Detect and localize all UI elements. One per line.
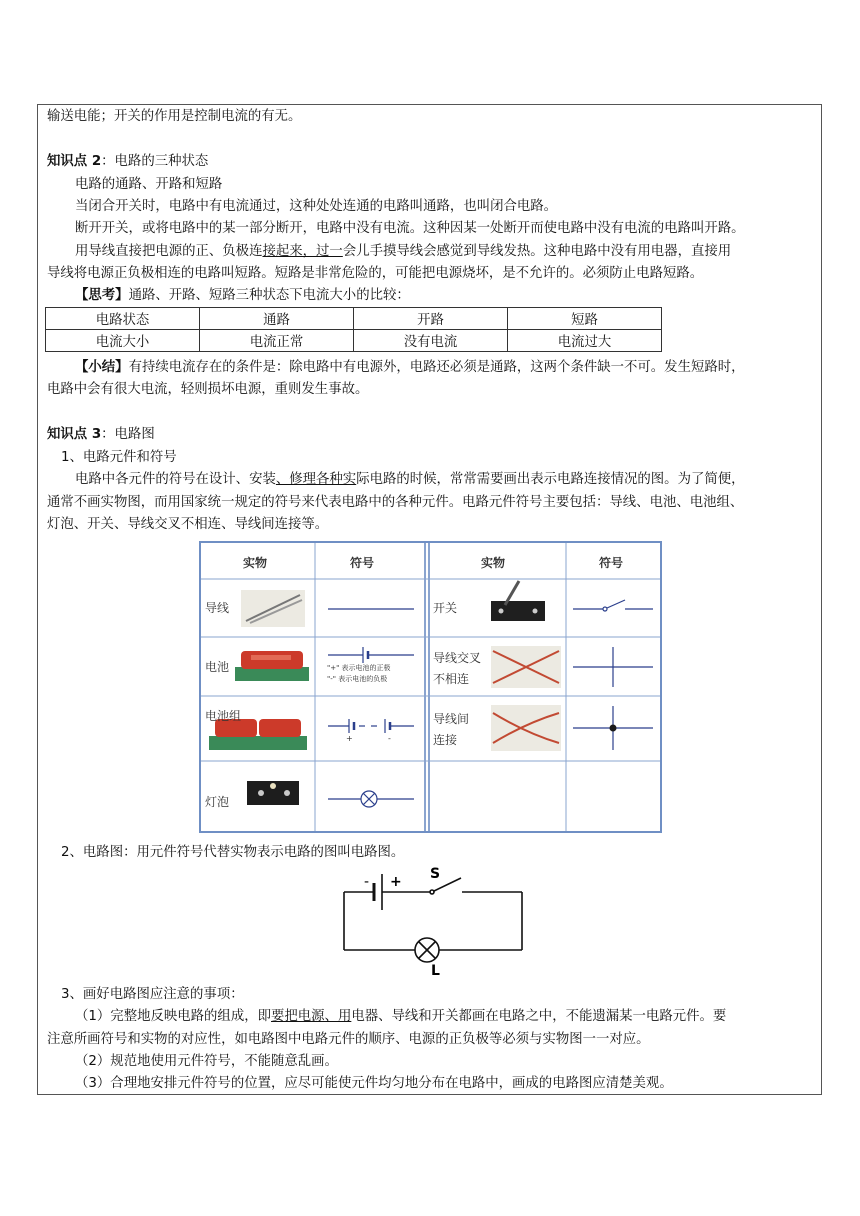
text-line: （2）规范地使用元件符号，不能随意乱画。 bbox=[75, 1054, 338, 1069]
wire-photo bbox=[241, 590, 305, 627]
text-run: 际电路的时候，常常需要画出表示电路连接情况的图。为了简便， bbox=[356, 472, 745, 487]
row-label-connected-2: 连接 bbox=[433, 733, 458, 747]
battery-note-negative: "-" 表示电池的负极 bbox=[327, 675, 388, 683]
kp-title: ：电路图 bbox=[101, 427, 155, 442]
text-line: 注意所画符号和实物的对应性，如电路图中电路元件的顺序、电源的正负极等必须与实物图一一对应。 bbox=[47, 1032, 650, 1047]
component-symbol-table bbox=[199, 541, 662, 833]
text-line: 电路的通路、开路和短路 bbox=[75, 177, 223, 192]
table-cell: 电流过大 bbox=[508, 330, 662, 352]
header-symbol: 符号 bbox=[350, 556, 375, 570]
lamp-photo bbox=[247, 781, 299, 805]
battery-pack-plus: + bbox=[346, 734, 353, 743]
text-line: 通常不画实物图，而用国家统一规定的符号来代表电路中的各种元件。电路元件符号主要包括：导线、电池、电池组、 bbox=[47, 495, 744, 510]
table-cell: 电路状态 bbox=[46, 308, 200, 330]
text-run-underlined: 、修理各种实 bbox=[275, 472, 357, 487]
circuit-diagram bbox=[338, 866, 528, 980]
row-label-lamp: 灯泡 bbox=[205, 795, 230, 809]
text-line: 输送电能；开关的作用是控制电流的有无。 bbox=[47, 109, 302, 124]
text-line bbox=[75, 1008, 726, 1026]
table-row bbox=[46, 330, 662, 352]
summary-text: 有持续电流存在的条件是：除电路中有电源外，电路还必须是通路，这两个条件缺一不可。发生短路时， bbox=[128, 360, 745, 375]
summary-label: 【小结】 bbox=[75, 360, 129, 375]
lamp-label: L bbox=[431, 963, 440, 976]
comparison-table bbox=[45, 307, 662, 352]
row-label-connected-1: 导线间 bbox=[433, 712, 470, 726]
row-label-not-connected: 不相连 bbox=[433, 672, 470, 686]
table-cell: 没有电流 bbox=[354, 330, 508, 352]
battery-photo bbox=[235, 651, 309, 681]
kp-label: 知识点 3 bbox=[47, 427, 102, 442]
kp-label: 知识点 2 bbox=[47, 154, 102, 169]
crossing-not-connected-symbol bbox=[573, 647, 653, 687]
kp-title: ：电路的三种状态 bbox=[101, 154, 209, 169]
think-line bbox=[75, 287, 410, 305]
table-cell: 开路 bbox=[354, 308, 508, 330]
knowledge-point-2-heading bbox=[47, 153, 208, 171]
header-object: 实物 bbox=[481, 556, 506, 570]
table-cell: 电流大小 bbox=[46, 330, 200, 352]
table-cell: 短路 bbox=[508, 308, 662, 330]
knowledge-point-3-heading bbox=[47, 426, 155, 444]
symbol-table-grid bbox=[201, 543, 660, 831]
battery-pack-minus: - bbox=[388, 734, 391, 743]
battery-pack-symbol bbox=[328, 719, 414, 733]
text-line bbox=[75, 471, 745, 489]
section-heading: 3、画好电路图应注意的事项： bbox=[61, 987, 244, 1002]
text-line: 导线将电源正负极相连的电路叫短路。短路是非常危险的，可能把电源烧坏，是不允许的。必须防止电路短路。 bbox=[47, 266, 704, 281]
text-line: 电路中会有很大电流，轻则损坏电源，重则发生事故。 bbox=[47, 382, 369, 397]
circuit-minus: - bbox=[364, 874, 370, 890]
circuit-svg bbox=[338, 866, 528, 976]
row-label-switch: 开关 bbox=[433, 601, 458, 615]
battery-note-positive: "+" 表示电池的正极 bbox=[327, 664, 391, 672]
think-text: 通路、开路、短路三种状态下电流大小的比较： bbox=[128, 288, 410, 303]
switch-symbol bbox=[573, 600, 653, 611]
table-row bbox=[46, 308, 662, 330]
battery-symbol bbox=[328, 647, 414, 663]
text-line: （3）合理地安排元件符号的位置，应尽可能使元件均匀地分布在电路中，画成的电路图应清楚美观。 bbox=[75, 1076, 673, 1091]
switch-label: S bbox=[430, 866, 441, 882]
text-run-underlined: 要把电源、用 bbox=[271, 1009, 352, 1024]
switch-photo bbox=[491, 581, 545, 621]
row-label-wire: 导线 bbox=[205, 601, 230, 615]
circuit-plus: + bbox=[390, 874, 402, 890]
connected-wires-photo bbox=[491, 705, 561, 751]
section-heading: 1、电路元件和符号 bbox=[61, 450, 177, 465]
connected-wires-symbol bbox=[573, 706, 653, 750]
text-run: 用导线直接把电源的正、负极连 bbox=[75, 244, 263, 259]
text-run: 电器、导线和开关都画在电路之中，不能遗漏某一电路元件。要 bbox=[351, 1009, 727, 1024]
table-cell: 电流正常 bbox=[200, 330, 354, 352]
text-run: 电路中各元件的符号在设计、安装 bbox=[75, 472, 276, 487]
text-line: 当闭合开关时，电路中有电流通过，这种处处连通的电路叫通路，也叫闭合电路。 bbox=[75, 199, 558, 214]
text-run: （1）完整地反映电路的组成，即 bbox=[75, 1009, 271, 1024]
row-label-battery-pack: 电池组 bbox=[205, 709, 242, 723]
header-object: 实物 bbox=[243, 556, 268, 570]
row-label-crossing: 导线交叉 bbox=[433, 651, 482, 665]
think-label: 【思考】 bbox=[75, 288, 129, 303]
row-label-battery: 电池 bbox=[205, 660, 230, 674]
text-run-underlined: 接起来，过一 bbox=[262, 244, 343, 259]
text-line: 灯泡、开关、导线交叉不相连、导线间连接等。 bbox=[47, 517, 329, 532]
crossing-wires-photo bbox=[491, 646, 561, 688]
summary-line bbox=[75, 359, 745, 377]
section-heading: 2、电路图：用元件符号代替实物表示电路的图叫电路图。 bbox=[61, 845, 405, 860]
text-run: 会儿手摸导线会感觉到导线发热。这种电路中没有用电器，直接用 bbox=[342, 244, 732, 259]
lamp-symbol bbox=[328, 791, 414, 807]
header-symbol: 符号 bbox=[599, 556, 624, 570]
text-line bbox=[75, 243, 731, 261]
table-cell: 通路 bbox=[200, 308, 354, 330]
text-line: 断开开关，或将电路中的某一部分断开，电路中没有电流。这种因某一处断开而使电路中没有电流的电路叫开路。 bbox=[75, 221, 745, 236]
